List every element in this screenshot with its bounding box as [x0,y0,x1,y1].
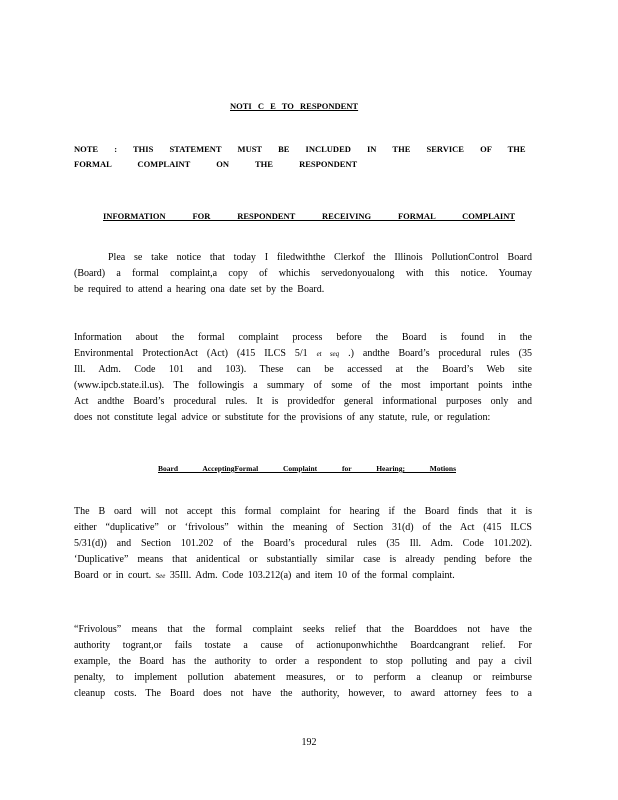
paragraph-line: example, the Board has the authority to order a respondent to stop polluting and pay a civil [74,656,532,667]
paragraph-line: Act andthe Board’s procedural rules. It is providedfor general informational purposes only and [74,396,532,407]
note-line-2: FORMAL COMPLAINT ON THE RESPONDENT [74,159,358,169]
paragraph-line: cleanup costs. The Board does not have the authority, however, to award attorney fees to a [74,688,532,699]
paragraph-line: either “duplicative” or ‘frivolous” within the meaning of Section 31(d) of the Act (415 ILCS [74,522,532,533]
paragraph-line: authority togrant,or fails tostate a cause of actionuponwhichthe Boardcangrant relief. For [74,640,532,651]
paragraph-line: Ill. Adm. Code 101 and 103). These can be accessed at the Board’s Web site [74,364,532,375]
paragraph-line: does not constitute legal advice or substitute for the provisions of any statute, rule, or regulation: [74,412,491,423]
section-heading: Board AcceptingFormal Complaint for Hearing; Motions [158,464,456,473]
paragraph-line: 5/31(d)) and Section 101.202 of the Board’s procedural rules (35 Ill. Adm. Code 101.202). [74,538,532,549]
paragraph-line: Plea se take notice that today I filedwiththe Clerkof the Illinois PollutionControl Board [108,252,532,263]
paragraph-information [74,330,532,426]
paragraph-line: penalty, to implement pollution abatement measures, or to perform a cleanup or reimburse [74,672,532,683]
see-italic: See [155,572,166,580]
note-line-1: NOTE : THIS STATEMENT MUST BE INCLUDED IN THE SERVICE OF THE [74,144,526,154]
paragraph-frivolous [74,622,532,702]
paragraph-line: “Frivolous” means that the formal complaint seeks relief that the Boarddoes not have the [74,624,532,635]
paragraph-line: (www.ipcb.state.il.us). The followingis a summary of some of the most important points inthe [74,380,532,391]
paragraph-line: Information about the formal complaint process before the Board is found in the [74,332,532,343]
paragraph-line: Board or in court. See 35Ill. Adm. Code 103.212(a) and item 10 of the formal complaint. [74,570,455,581]
info-heading: INFORMATION FOR RESPONDENT RECEIVING FORMAL COMPLAINT [103,211,515,221]
paragraph-notice [74,250,532,298]
paragraph-line: The B oard will not accept this formal complaint for hearing if the Board finds that it is [74,506,532,517]
notice-title: NOTI C E TO RESPONDENT [230,101,359,111]
paragraph-line: (Board) a formal complaint,a copy of whichis servedonyoualong with this notice. Youmay [74,268,532,279]
et-seq-italic: et seq [316,350,340,358]
page-number: 192 [301,737,317,748]
paragraph-line: ‘Duplicative” means that anidentical or substantially similar case is already pending before the [74,554,532,565]
paragraph-line: be required to attend a hearing ona date set by the Board. [74,284,325,295]
paragraph-acceptance [74,504,532,584]
paragraph-line: Environmental ProtectionAct (Act) (415 ILCS 5/1 et seq .) andthe Board’s procedural rules (35 [74,348,532,359]
